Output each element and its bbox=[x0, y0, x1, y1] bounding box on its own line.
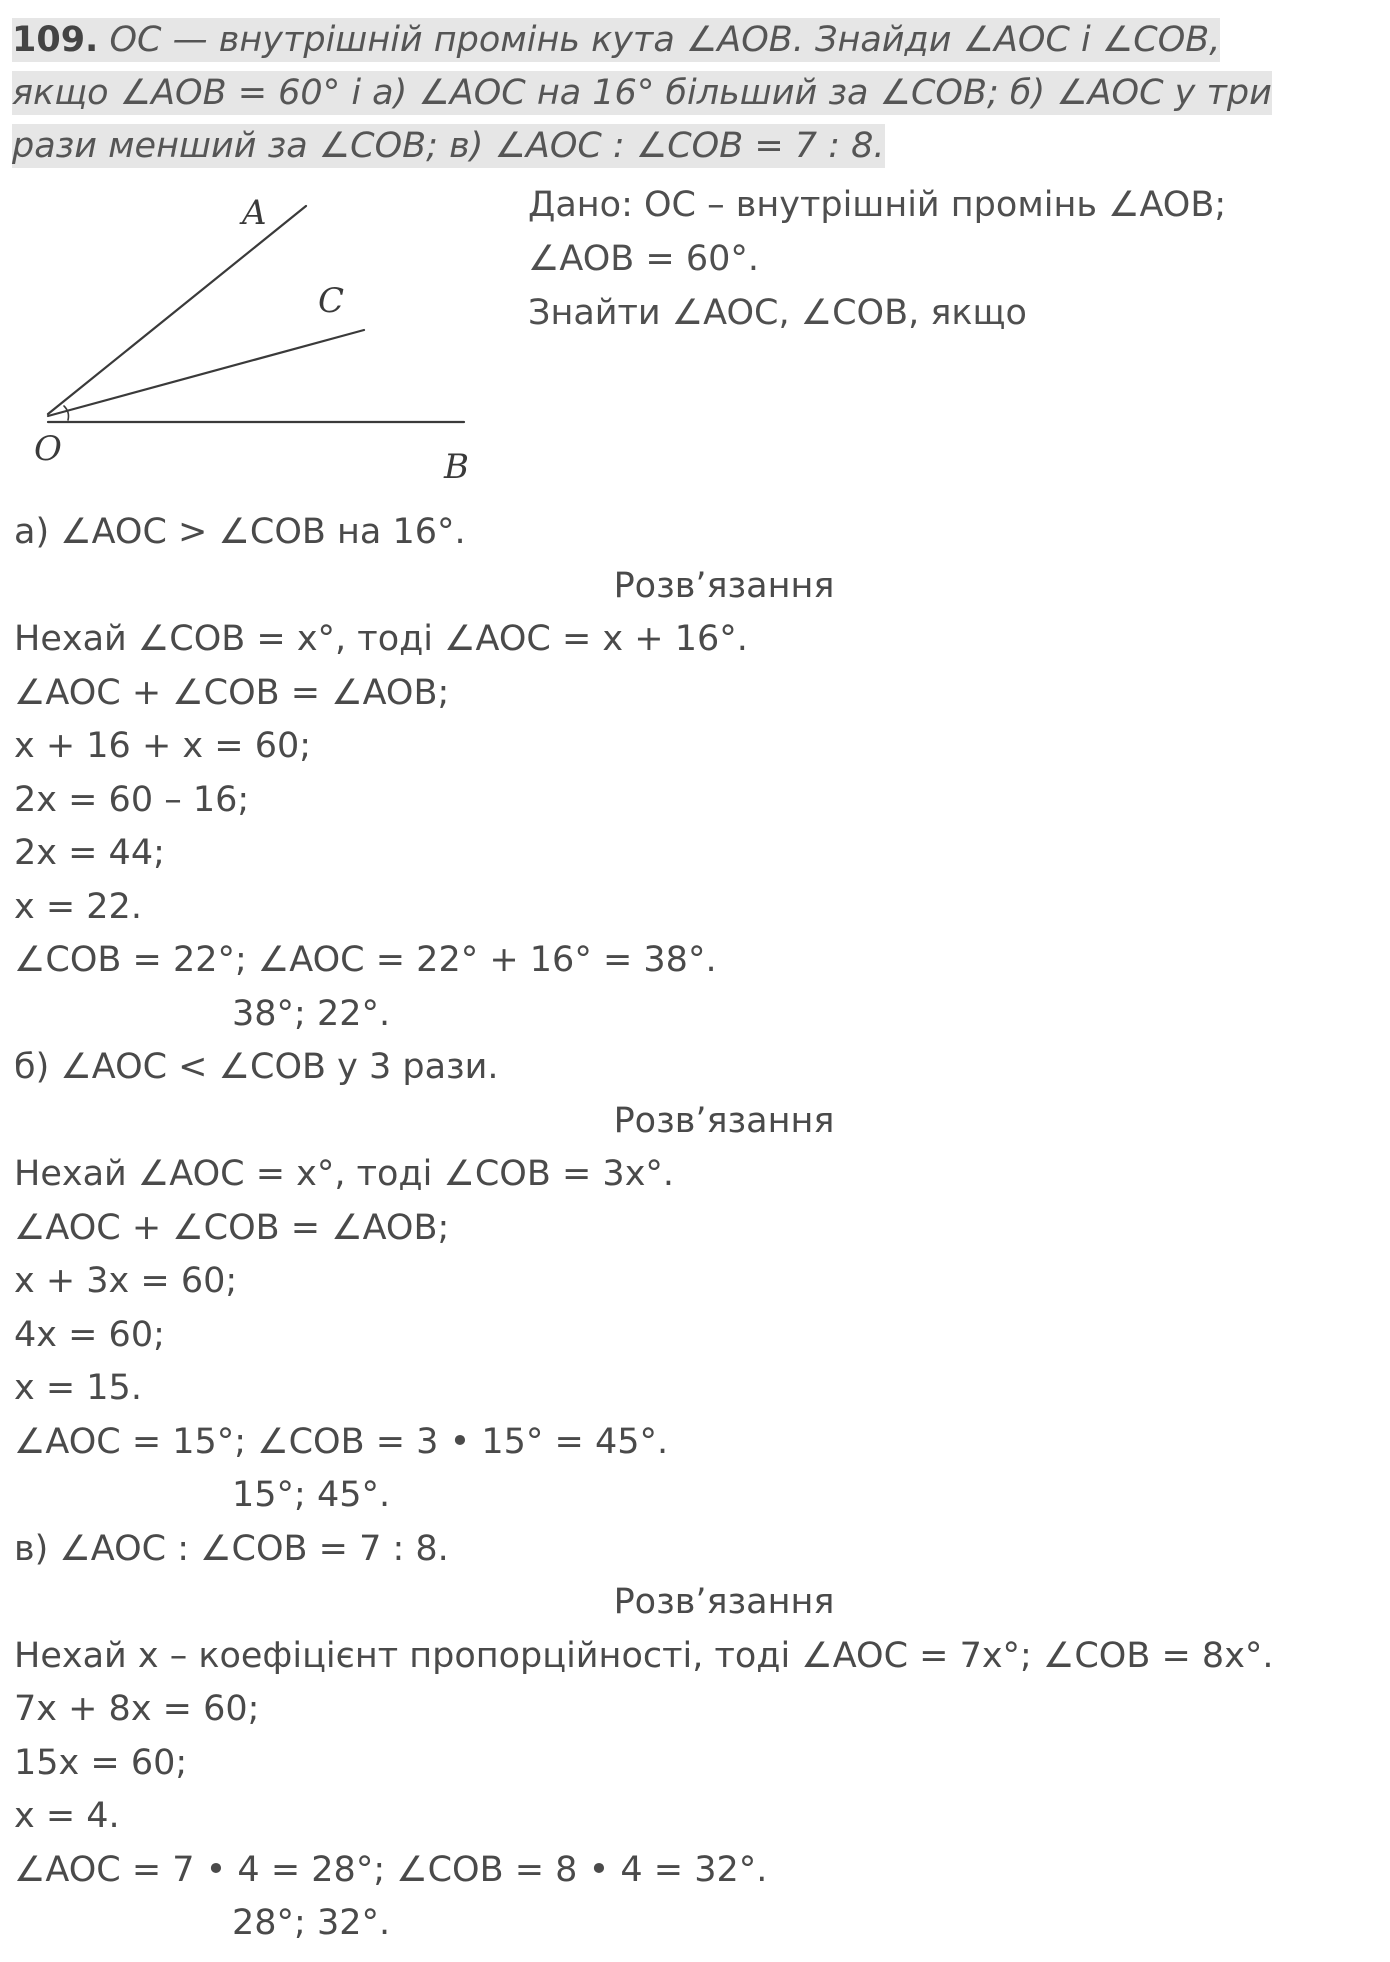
point-label-b: B bbox=[444, 447, 469, 487]
solution-step: ∠AOC = 7 • 4 = 28°; ∠COB = 8 • 4 = 32°. bbox=[14, 1849, 768, 1890]
given-line-3: Знайти ∠AOC, ∠COB, якщо bbox=[528, 293, 1027, 333]
ray-oc bbox=[48, 330, 364, 416]
point-label-o: O bbox=[34, 429, 62, 469]
part-b-heading: Розв’язання bbox=[613, 1100, 835, 1141]
point-label-c: C bbox=[318, 281, 345, 321]
part-a-heading: Розв’язання bbox=[613, 565, 835, 606]
problem-number: 109. bbox=[12, 20, 99, 60]
part-a-condition: а) ∠AOC > ∠COB на 16°. bbox=[14, 512, 466, 552]
solution-step: x = 4. bbox=[14, 1796, 120, 1836]
solution-step: 2x = 44; bbox=[14, 833, 165, 873]
problem-text-line-2: якщо ∠AOB = 60° і а) ∠AOC на 16° більший за ∠COB; б) ∠AOC у три bbox=[12, 73, 1272, 113]
solution-step: Нехай ∠AOC = x°, тоді ∠COB = 3x°. bbox=[14, 1154, 675, 1194]
given-line-2: ∠AOB = 60°. bbox=[528, 239, 760, 279]
solution-step: x = 15. bbox=[14, 1368, 142, 1408]
part-a-answer: 38°; 22°. bbox=[232, 993, 391, 1034]
ray-oa bbox=[48, 206, 306, 414]
part-c-heading: Розв’язання bbox=[613, 1582, 835, 1622]
part-b-condition: б) ∠AOC < ∠COB у 3 рази. bbox=[14, 1047, 499, 1087]
part-c-answer: 28°; 32°. bbox=[232, 1903, 391, 1943]
part-b-answer: 15°; 45°. bbox=[232, 1475, 391, 1515]
part-c-condition: в) ∠AOC : ∠COB = 7 : 8. bbox=[14, 1528, 449, 1569]
solution-step: 15x = 60; bbox=[14, 1742, 188, 1783]
angle-arc-mark bbox=[64, 406, 69, 420]
point-label-a: A bbox=[242, 194, 267, 233]
solution-step: Нехай x – коефіцієнт пропорційності, тоді ∠AOC = 7x°; ∠COB = 8x°. bbox=[14, 1635, 1274, 1676]
solution-step: ∠COB = 22°; ∠AOC = 22° + 16° = 38°. bbox=[14, 940, 717, 980]
problem-text-line-3: рази менший за ∠COB; в) ∠AOC : ∠COB = 7 : 8. bbox=[12, 126, 885, 166]
solution-step: ∠AOC + ∠COB = ∠AOB; bbox=[14, 672, 450, 713]
solution-step: 7x + 8x = 60; bbox=[14, 1689, 260, 1729]
angle-figure bbox=[24, 194, 494, 494]
problem-text-line-1: OC — внутрішній промінь кута ∠AOB. Знайди ∠AOC і ∠COB, bbox=[109, 20, 1221, 60]
solution-step: x + 3x = 60; bbox=[14, 1261, 238, 1301]
solution-step: x = 22. bbox=[14, 886, 142, 927]
solution-step: 2x = 60 – 16; bbox=[14, 779, 250, 820]
given-line-1: Дано: OC – внутрішній промінь ∠AOB; bbox=[528, 185, 1227, 225]
solution-step: ∠AOC = 15°; ∠COB = 3 • 15° = 45°. bbox=[14, 1421, 669, 1462]
solution-step: x + 16 + x = 60; bbox=[14, 726, 312, 766]
solution-step: ∠AOC + ∠COB = ∠AOB; bbox=[14, 1207, 450, 1248]
solution-body bbox=[14, 506, 1374, 1951]
problem-statement bbox=[12, 14, 1372, 173]
solution-step: Нехай ∠COB = x°, тоді ∠AOC = x + 16°. bbox=[14, 619, 748, 659]
given-block bbox=[528, 178, 1226, 340]
solution-step: 4x = 60; bbox=[14, 1314, 165, 1355]
